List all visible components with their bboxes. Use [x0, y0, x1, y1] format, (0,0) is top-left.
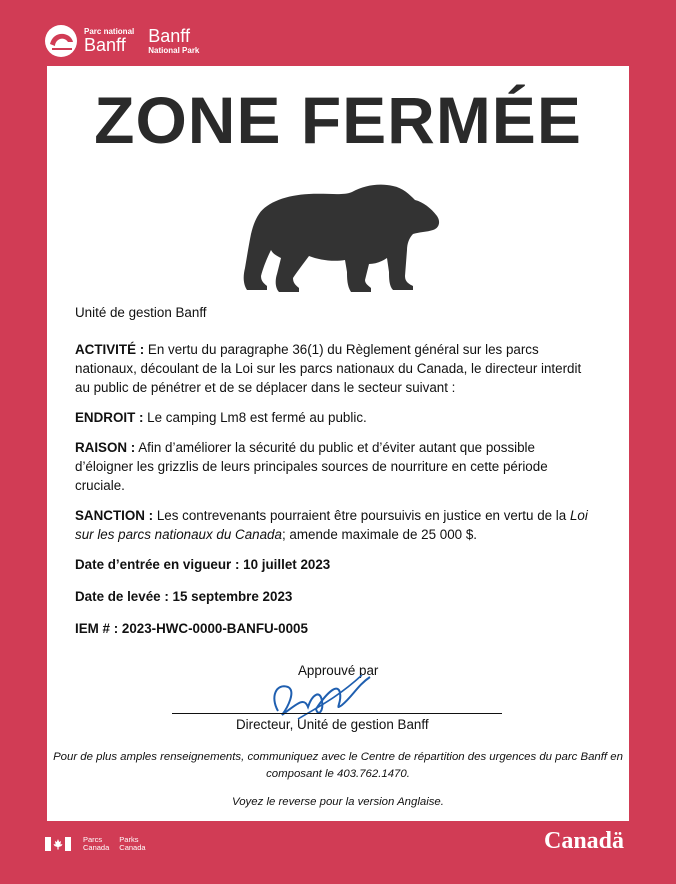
iem-number: IEM # : 2023-HWC-0000-BANFU-0005: [75, 621, 308, 636]
canada-flag-icon: [45, 837, 71, 851]
sanction-paragraph: [75, 506, 595, 544]
brand-french: [84, 28, 134, 54]
pc-en-line2: Canada: [119, 843, 146, 852]
handwritten-signature: [258, 667, 388, 723]
approval-block: [170, 663, 500, 743]
parks-canada-en: [119, 836, 145, 852]
location-paragraph: [75, 408, 595, 427]
reason-text: Afin d’améliorer la sécurité du public et d’éviter autant que possible d’éloigner les grizzlis de leurs principales sources de nourriture en cette période cruciale.: [75, 440, 548, 493]
effective-date: Date d’entrée en vigueur : 10 juillet 2023: [75, 557, 331, 572]
brand-english: [148, 27, 199, 55]
parks-canada-beaver-icon: [44, 24, 78, 58]
sanction-text-before: Les contrevenants pourraient être poursuivis en justice en vertu de la: [153, 508, 570, 523]
sanction-text-after: ; amende maximale de 25 000 $.: [281, 527, 477, 542]
brand-en-small: National Park: [148, 46, 200, 55]
contact-info: Pour de plus amples renseignements, communiquez avec le Centre de répartition des urgences du parc Banff en composant le 403.762.1470.: [53, 751, 623, 780]
park-header: [44, 24, 199, 58]
location-label: ENDROIT :: [75, 410, 144, 425]
brand-fr-small: Parc national: [84, 27, 135, 36]
activity-paragraph: [75, 340, 595, 397]
location-text: Le camping Lm8 est fermé au public.: [143, 410, 367, 425]
activity-text: En vertu du paragraphe 36(1) du Règlement général sur les parcs nationaux, découlant de la Loi sur les parcs nationaux du Canada, le directeur interdit au public de pénétrer et de se déplacer dans le secteur suivant :: [75, 342, 582, 395]
reason-label: RAISON :: [75, 440, 136, 455]
activity-label: ACTIVITÉ :: [75, 342, 145, 357]
pc-en-line1: Parks: [119, 835, 139, 844]
notice-body: [75, 303, 595, 651]
reason-paragraph: [75, 438, 595, 495]
signature-line: [172, 713, 502, 714]
sanction-label: SANCTION :: [75, 508, 154, 523]
approved-by-label: Approuvé par: [298, 663, 379, 678]
canada-wordmark: Canadä: [544, 828, 625, 854]
pc-fr-line2: Canada: [83, 843, 110, 852]
brand-fr-big: Banff: [84, 35, 126, 55]
lift-date: Date de levée : 15 septembre 2023: [75, 589, 293, 604]
poster-title: ZONE FERMÉE: [94, 83, 582, 157]
brand-en-big: Banff: [148, 26, 190, 46]
parks-canada-fr: [83, 836, 109, 852]
management-unit: Unité de gestion Banff: [75, 305, 207, 320]
dates-block: [75, 555, 595, 638]
approver-title: Directeur, Unité de gestion Banff: [236, 717, 429, 732]
reverse-note: Voyez le reverse pour la version Anglaise.: [232, 796, 444, 808]
pc-fr-line1: Parcs: [83, 835, 103, 844]
parks-canada-signature: [45, 836, 156, 852]
grizzly-bear-icon: [237, 180, 445, 294]
sanction-law-title: Loi sur les parcs nationaux du Canada: [75, 508, 588, 542]
